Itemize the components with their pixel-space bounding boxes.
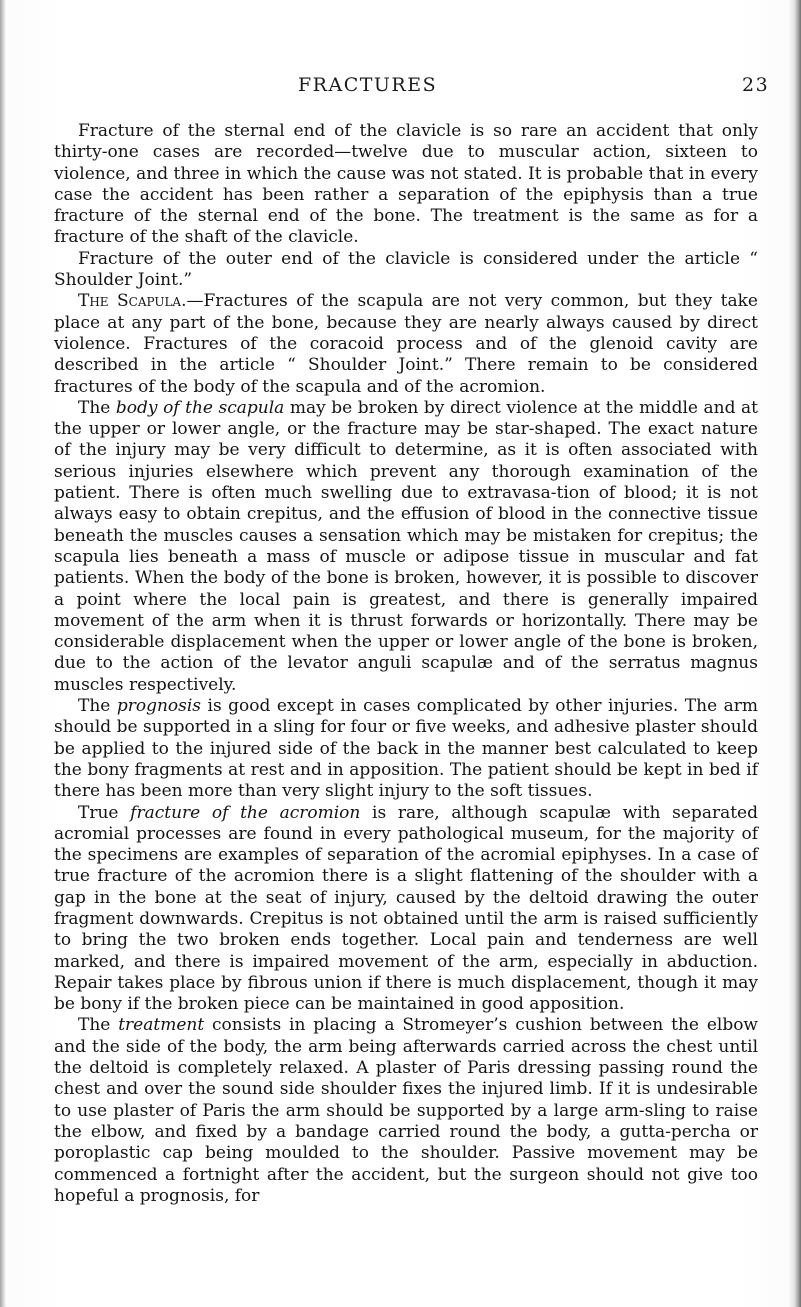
paragraph-treatment-lead: The: [78, 1015, 119, 1036]
paragraph-treatment: [54, 1015, 758, 1207]
term-treatment: treatment: [118, 1015, 205, 1036]
paragraph-body-text: may be broken by direct violence at the middle and at the upper or lower angle, or the fracture may be star-shaped. The exact nature of the injury may be very difficult to determine, as it is often associated with serious injuries elsewhere which prevent any thorough examination of the patient. There is often much swelling due to extravasa-tion of blood; it is not always easy to obtain crepitus, and the effusion of blood in the connective tissue beneath the muscles causes a sensation which may be mistaken for crepitus; the scapula lies beneath a mass of muscle or adipose tissue in muscular and fat patients. When the body of the bone is broken, however, it is possible to discover a point where the local pain is greatest, and there is generally impaired movement of the arm when it is thrust forwards or horizontally. There may be considerable displacement when the upper or lower angle of the bone is broken, due to the action of the levator anguli scapulæ and of the serratus magnus muscles respectively.: [54, 397, 758, 695]
paragraph-body-lead: The: [78, 397, 116, 418]
term-body-of-scapula: body of the scapula: [115, 397, 285, 418]
paragraph-acromion-lead: True: [78, 802, 131, 823]
page-number: 23: [742, 74, 770, 96]
page-header: [0, 74, 801, 104]
term-prognosis: prognosis: [116, 696, 202, 717]
running-title: FRACTURES: [298, 74, 438, 96]
page-edge-shadow: [789, 0, 801, 1307]
paragraph-scapula: [54, 291, 758, 397]
term-fracture-of-acromion: fracture of the acromion: [130, 802, 361, 823]
paragraph-acromion-text: is rare, although scapulæ with separated acromial processes are found in every pathological museum, for the majority of the specimens are examples of separation of the acromial epiphyses. In a case of true fracture of the acromion there is a slight flattening of the shoulder with a gap in the bone at the seat of injury, caused by the deltoid drawing the outer fragment downwards. Crepitus is not obtained until the arm is raised sufficiently to bring the two broken ends together. Local pain and tenderness are well marked, and there is impaired movement of the arm, especially in abduction. Repair takes place by fibrous union if there is much displacement, though it may be bony if the broken piece can be maintained in good apposition.: [54, 802, 758, 1015]
paragraph-scapula-text: —Fractures of the scapula are not very common, but they take place at any part of the bone, because they are nearly always caused by direct violence. Fractures of the coracoid process and of the glenoid cavity are described in the article “ Shoulder Joint.” There remain to be considered fractures of the body of the scapula and of the acromion.: [54, 291, 758, 397]
paragraph-outer-end: Fracture of the outer end of the clavicle is considered under the article “ Shoulder Joint.”: [54, 248, 758, 291]
paragraph-sternal-end: Fracture of the sternal end of the clavicle is so rare an accident that only thirty-one cases are recorded—twelve due to muscular action, sixteen to violence, and three in which the cause was not stated. It is probable that in every case the accident has been rather a separation of the epiphysis than a true fracture of the sternal end of the bone. The treatment is the same as for a fracture of the shaft of the clavicle.: [54, 121, 759, 248]
paragraph-acromion: [54, 803, 758, 1016]
paragraph-body-of-scapula: [54, 398, 758, 696]
paragraph-prognosis: [54, 696, 758, 802]
page-left-edge: [0, 0, 6, 1307]
body-text: [54, 121, 758, 1207]
paragraph-treatment-text: consists in placing a Stromeyer’s cushion between the elbow and the side of the body, the arm being afterwards carried across the chest until the deltoid is completely relaxed. A plaster of Paris dressing passing round the chest and over the sound side shoulder fixes the injured limb. If it is undesirable to use plaster of Paris the arm should be supported by a large arm-sling to raise the elbow, and fixed by a bandage carried round the body, a gutta-percha or poroplastic cap being moulded to the shoulder. Passive movement may be commenced a fortnight after the accident, but the surgeon should not give too hopeful a prognosis, for: [54, 1015, 758, 1206]
section-heading-scapula: The Scapula.: [78, 291, 187, 312]
paragraph-prognosis-lead: The: [78, 696, 117, 717]
paragraph-prognosis-text: is good except in cases complicated by other injuries. The arm should be supported in a sling for four or five weeks, and adhesive plaster should be applied to the injured side of the back in the manner best calculated to keep the bony fragments at rest and in apposition. The patient should be kept in bed if there has been more than very slight injury to the soft tissues.: [54, 696, 758, 802]
